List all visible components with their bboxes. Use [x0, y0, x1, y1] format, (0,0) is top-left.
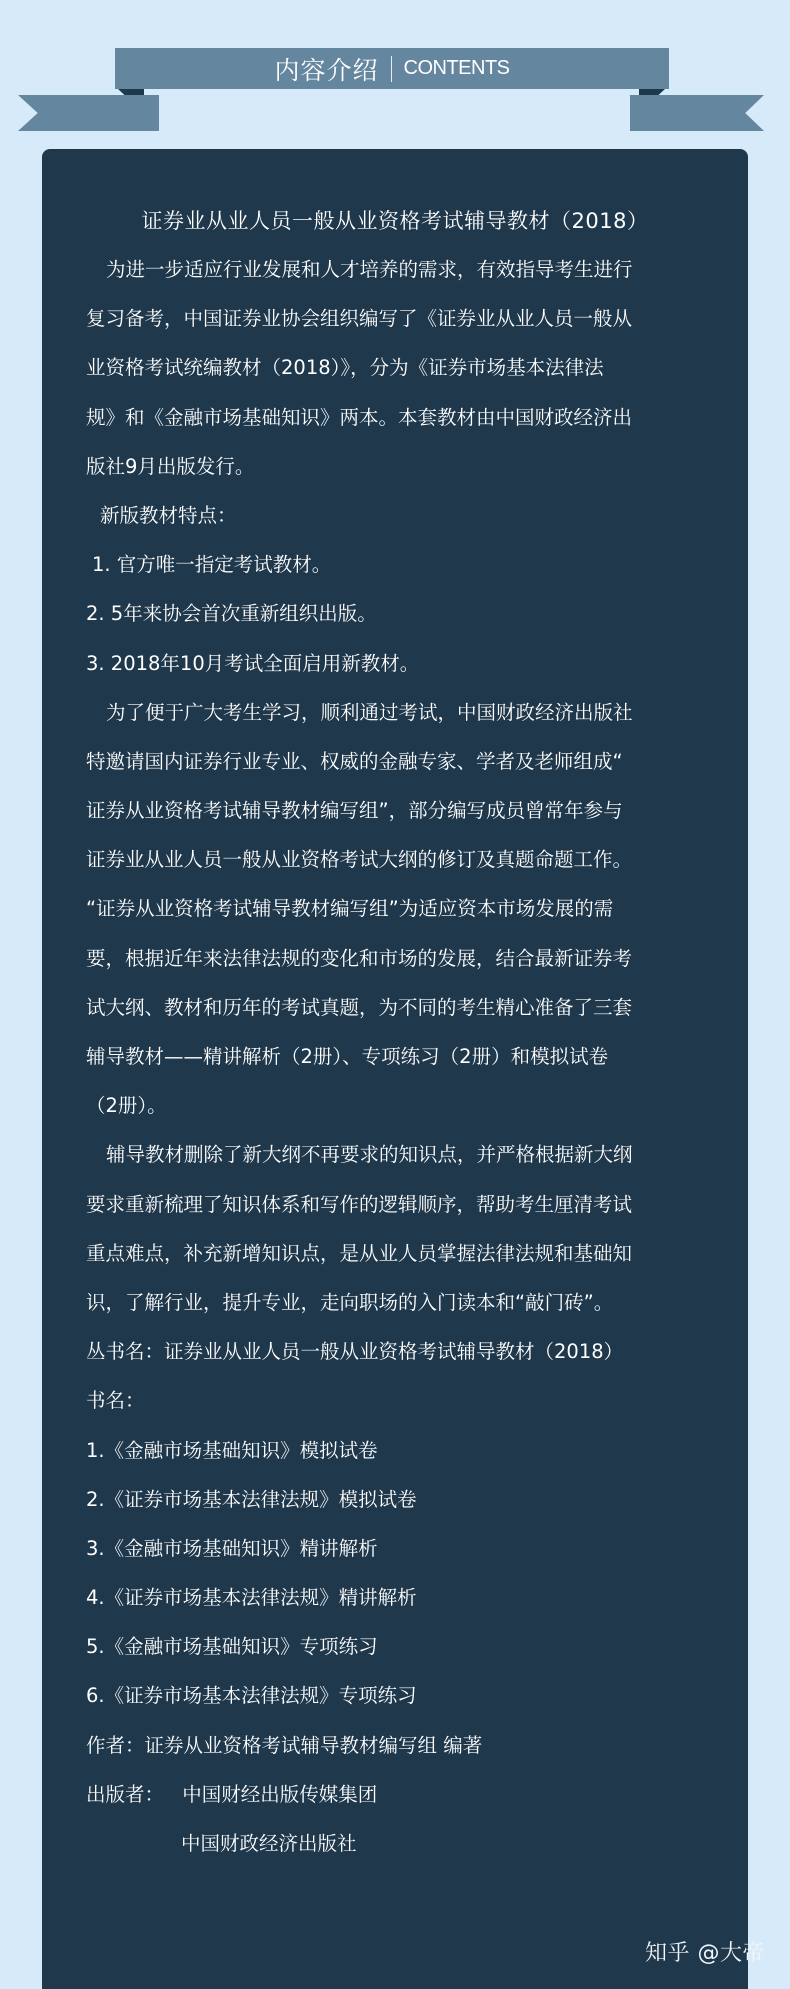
- intro-line: 业资格考试统编教材（2018）》，分为《证券市场基本法律法: [86, 356, 604, 380]
- feature-item: 1. 官方唯一指定考试教材。: [92, 553, 332, 577]
- intro-line: 规》和《金融市场基础知识》两本。本套教材由中国财政经济出: [86, 405, 633, 429]
- publisher-row: [86, 1770, 706, 1819]
- para3-line: （2册）。: [86, 1094, 167, 1118]
- intro-line: 为进一步适应行业发展和人才培养的需求，有效指导考生进行: [106, 258, 633, 281]
- book-item: 3.《金融市场基础知识》精讲解析: [86, 1536, 378, 1560]
- book-item: 4.《证券市场基本法律法规》精讲解析: [86, 1586, 417, 1610]
- book-names-heading: 书名：: [86, 1389, 145, 1413]
- author: 作者：证券从业资格考试辅导教材编写组 编著: [86, 1733, 483, 1757]
- book-item: 6.《证券市场基本法律法规》专项练习: [86, 1684, 417, 1708]
- para2-line: 证券业从业人员一般从业资格考试大纲的修订及真题命题工作。: [86, 848, 633, 872]
- content-card: [42, 149, 748, 1989]
- para2-line: 特邀请国内证券行业专业、权威的金融专家、学者及老师组成“: [86, 749, 623, 773]
- book-item: 2.《证券市场基本法律法规》模拟试卷: [86, 1487, 417, 1511]
- publisher-1: 中国财经出版传媒集团: [182, 1782, 378, 1806]
- section-header-ribbon: [115, 48, 669, 89]
- publisher-label: 出版者：: [86, 1782, 165, 1806]
- para3-line: 辅导教材——精讲解析（2册）、专项练习（2册）和模拟试卷: [86, 1045, 609, 1068]
- para4-line: 要求重新梳理了知识体系和写作的逻辑顺序，帮助考生厘清考试: [86, 1192, 633, 1216]
- feature-item: 2. 5年来协会首次重新组织出版。: [86, 602, 377, 626]
- para4-line: 重点难点，补充新增知识点，是从业人员掌握法律法规和基础知: [86, 1241, 633, 1265]
- para3-line: 要，根据近年来法律法规的变化和市场的发展，结合最新证券考: [86, 946, 633, 970]
- ribbon-fold-right: [639, 89, 665, 95]
- ribbon-tail-left: [18, 95, 159, 131]
- para4-line: 识，了解行业，提升专业，走向职场的入门读本和“敲门砖”。: [86, 1290, 614, 1314]
- series-name: 丛书名：证券业从业人员一般从业资格考试辅导教材（2018）: [86, 1340, 624, 1364]
- intro-line: 版社9月出版发行。: [86, 454, 255, 478]
- para2-line: 证券从业资格考试辅导教材编写组”，部分编写成员曾常年参与: [86, 799, 623, 823]
- features-heading: 新版教材特点：: [100, 503, 237, 527]
- ribbon-tail-right: [630, 95, 764, 131]
- description-body: [86, 245, 706, 1868]
- publisher-2: 中国财政经济出版社: [181, 1832, 357, 1855]
- feature-item: 3. 2018年10月考试全面启用新教材。: [86, 651, 420, 675]
- ribbon-fold-left: [118, 89, 144, 95]
- para3-line: 试大纲、教材和历年的考试真题，为不同的考生精心准备了三套: [86, 995, 633, 1019]
- zhihu-watermark: 知乎 @大帝: [645, 1941, 765, 1966]
- title-divider: [391, 56, 392, 82]
- para2-line: 为了便于广大考生学习，顺利通过考试，中国财政经济出版社: [106, 700, 633, 724]
- para4-line: 辅导教材删除了新大纲不再要求的知识点，并严格根据新大纲: [106, 1143, 633, 1167]
- book-series-title: 证券业从业人员一般从业资格考试辅导教材（2018）: [141, 209, 649, 233]
- book-item: 5.《金融市场基础知识》专项练习: [86, 1635, 378, 1659]
- book-item: 1.《金融市场基础知识》模拟试卷: [86, 1438, 378, 1462]
- section-title-en: CONTENTS: [403, 57, 510, 79]
- section-title-cn: 内容介绍: [274, 55, 379, 85]
- intro-line: 复习备考，中国证券业协会组织编写了《证券业从业人员一般从: [86, 307, 633, 331]
- para3-line: “证券从业资格考试辅导教材编写组”为适应资本市场发展的需: [86, 897, 614, 921]
